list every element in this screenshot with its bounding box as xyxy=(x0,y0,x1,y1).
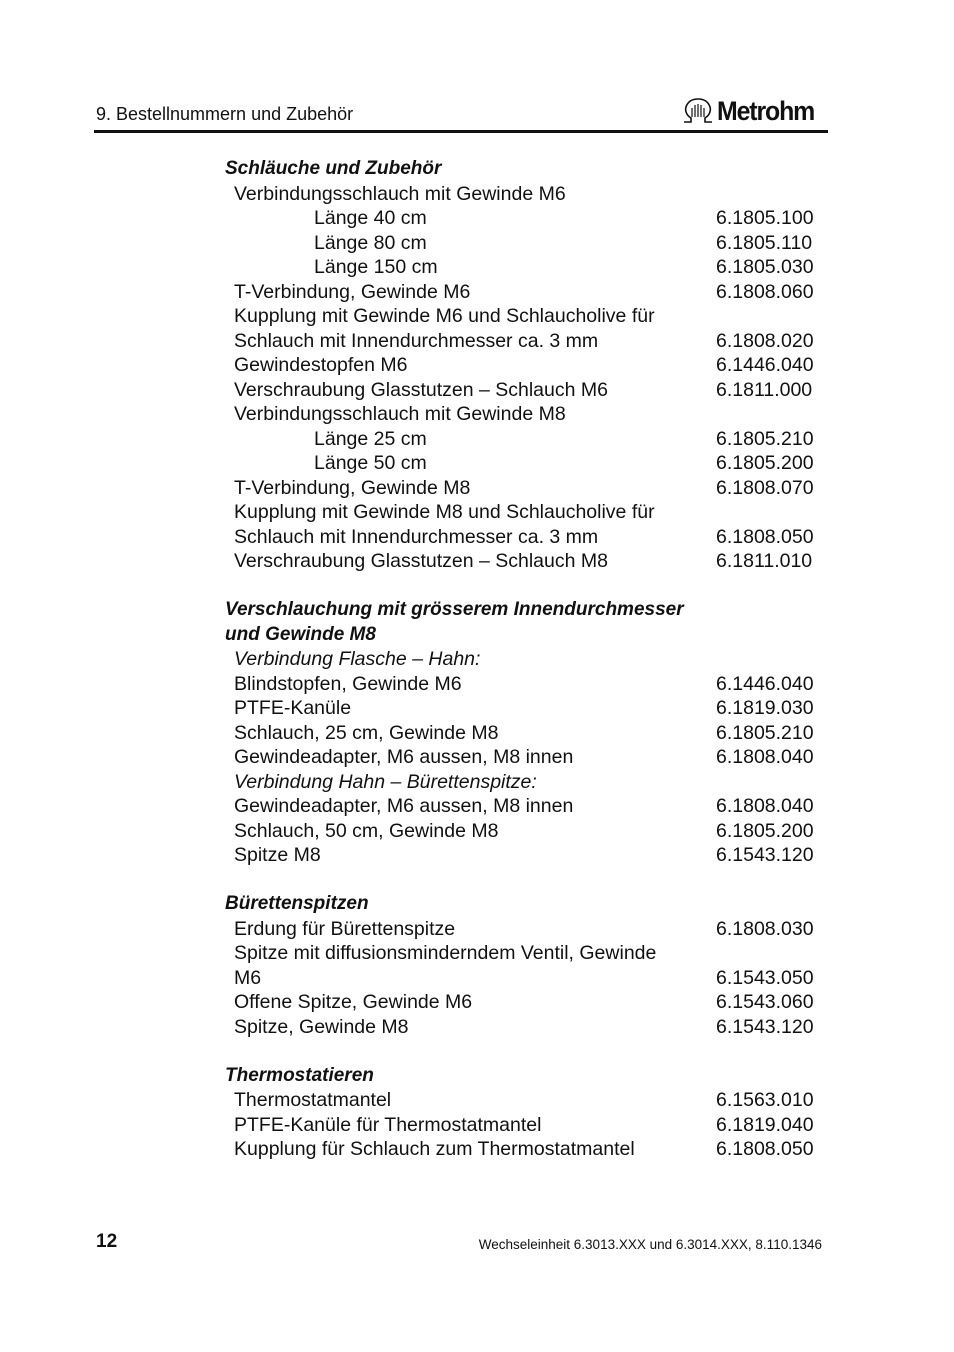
list-item xyxy=(225,1113,825,1138)
order-number: 6.1446.040 xyxy=(716,354,814,376)
list-item xyxy=(225,672,825,697)
item-label: Schlauch, 50 cm, Gewinde M8 xyxy=(234,819,499,842)
order-number: 6.1543.050 xyxy=(716,966,814,989)
item-label: Spitze, Gewinde M8 xyxy=(234,1015,409,1038)
list-item xyxy=(225,941,825,966)
item-label: Spitze M8 xyxy=(234,844,321,866)
page-number: 12 xyxy=(96,1231,118,1252)
item-label: Schlauch mit Innendurchmesser ca. 3 mm xyxy=(234,329,599,352)
order-number: 6.1805.030 xyxy=(716,256,814,278)
metrohm-logo xyxy=(681,94,823,128)
list-item xyxy=(225,231,825,256)
item-label: Verbindung Hahn – Bürettenspitze: xyxy=(234,770,537,793)
item-label: Schlauch mit Innendurchmesser ca. 3 mm xyxy=(234,525,599,548)
item-label: Kupplung mit Gewinde M8 und Schlaucholive für xyxy=(234,501,655,523)
list-item xyxy=(225,525,825,550)
list-item xyxy=(225,304,825,329)
list-item xyxy=(225,378,825,403)
section-gap xyxy=(225,574,825,599)
list-item xyxy=(225,206,825,231)
list-item xyxy=(225,696,825,721)
item-label: Blindstopfen, Gewinde M6 xyxy=(234,672,462,695)
list-item xyxy=(225,476,825,501)
item-label: Schlauch, 25 cm, Gewinde M8 xyxy=(234,721,499,744)
list-item xyxy=(225,1137,825,1162)
list-item xyxy=(225,427,825,452)
order-number xyxy=(716,647,825,672)
list-item xyxy=(225,966,825,991)
header-rule xyxy=(94,130,828,133)
order-number: 6.1808.040 xyxy=(716,795,814,817)
list-item xyxy=(225,255,825,280)
order-number xyxy=(716,770,825,795)
order-number xyxy=(716,500,825,525)
list-item xyxy=(225,1088,825,1113)
order-number: 6.1543.060 xyxy=(716,991,814,1013)
omega-logo-icon xyxy=(681,97,715,125)
item-label: Verschraubung Glasstutzen – Schlauch M6 xyxy=(234,378,608,401)
order-number xyxy=(716,402,825,427)
order-number xyxy=(716,182,825,207)
order-number: 6.1808.020 xyxy=(716,329,814,352)
order-number xyxy=(716,304,825,329)
list-item xyxy=(225,819,825,844)
item-label: Verbindung Flasche – Hahn: xyxy=(234,648,481,670)
item-label: Gewindestopfen M6 xyxy=(234,354,408,376)
item-label: Länge 25 cm xyxy=(314,427,427,450)
item-label: PTFE-Kanüle xyxy=(234,697,352,719)
item-label: Spitze mit diffusionsminderndem Ventil, Gewinde xyxy=(234,942,657,964)
section-gap xyxy=(225,1039,825,1064)
list-item xyxy=(225,549,825,574)
item-label: Gewindeadapter, M6 aussen, M8 innen xyxy=(234,746,574,768)
list-item xyxy=(225,1015,825,1040)
item-label: Kupplung mit Gewinde M6 und Schlaucholive für xyxy=(234,305,655,327)
section-title: und Gewinde M8 xyxy=(225,623,376,645)
order-number: 6.1808.040 xyxy=(716,746,814,768)
order-number: 6.1819.040 xyxy=(716,1113,814,1136)
item-label: Länge 150 cm xyxy=(314,256,438,278)
section-title: Bürettenspitzen xyxy=(225,893,369,914)
order-number: 6.1819.030 xyxy=(716,697,814,719)
item-label: PTFE-Kanüle für Thermostatmantel xyxy=(234,1113,542,1136)
list-item xyxy=(225,451,825,476)
list-item xyxy=(225,500,825,525)
order-number: 6.1543.120 xyxy=(716,1015,814,1038)
item-label: Länge 50 cm xyxy=(314,452,427,474)
order-number: 6.1446.040 xyxy=(716,672,814,695)
list-item xyxy=(225,329,825,354)
order-number: 6.1805.210 xyxy=(716,721,814,744)
order-number: 6.1805.200 xyxy=(716,819,814,842)
list-item xyxy=(225,843,825,868)
list-item xyxy=(225,917,825,942)
item-label: T-Verbindung, Gewinde M6 xyxy=(234,280,471,303)
item-label: Länge 40 cm xyxy=(314,207,427,229)
order-number: 6.1808.030 xyxy=(716,917,814,940)
item-label: Verbindungsschlauch mit Gewinde M8 xyxy=(234,403,566,425)
item-label: Länge 80 cm xyxy=(314,231,427,254)
list-item xyxy=(225,402,825,427)
section-title: Verschlauchung mit grösserem Innendurchmesser xyxy=(225,599,684,620)
order-number: 6.1808.060 xyxy=(716,280,814,303)
item-label: Kupplung für Schlauch zum Thermostatmantel xyxy=(234,1138,635,1160)
section-title: Thermostatieren xyxy=(225,1064,374,1086)
list-item xyxy=(225,182,825,207)
section-gap xyxy=(225,868,825,893)
item-label: Erdung für Bürettenspitze xyxy=(234,917,456,940)
list-item xyxy=(225,745,825,770)
list-item xyxy=(225,280,825,305)
order-number: 6.1805.110 xyxy=(716,231,813,254)
item-label: Verbindungsschlauch mit Gewinde M6 xyxy=(234,182,566,205)
order-number: 6.1811.000 xyxy=(716,378,813,401)
footer-text: Wechseleinheit 6.3013.XXX und 6.3014.XXX, 8.110.1346 xyxy=(478,1237,822,1252)
logo-text: Metrohm xyxy=(717,95,815,126)
parts-list xyxy=(225,157,825,1162)
list-item xyxy=(225,647,825,672)
order-number: 6.1808.050 xyxy=(716,525,814,548)
order-number: 6.1543.120 xyxy=(716,844,814,866)
list-item xyxy=(225,353,825,378)
item-label: Verschraubung Glasstutzen – Schlauch M8 xyxy=(234,550,608,572)
item-label: Gewindeadapter, M6 aussen, M8 innen xyxy=(234,795,574,817)
header-title: 9. Bestellnummern und Zubehör xyxy=(96,104,354,124)
order-number: 6.1805.210 xyxy=(716,427,814,450)
order-number: 6.1808.070 xyxy=(716,476,814,499)
list-item xyxy=(225,990,825,1015)
list-item xyxy=(225,794,825,819)
list-item xyxy=(225,770,825,795)
item-label: Offene Spitze, Gewinde M6 xyxy=(234,991,473,1013)
order-number: 6.1805.200 xyxy=(716,452,814,474)
order-number: 6.1805.100 xyxy=(716,207,814,229)
order-number: 6.1808.050 xyxy=(716,1138,814,1160)
section-title: Schläuche und Zubehör xyxy=(225,158,442,179)
item-label: Thermostatmantel xyxy=(234,1089,392,1111)
order-number: 6.1811.010 xyxy=(716,550,813,572)
item-label: M6 xyxy=(234,966,262,989)
list-item xyxy=(225,721,825,746)
order-number: 6.1563.010 xyxy=(716,1089,814,1111)
item-label: T-Verbindung, Gewinde M8 xyxy=(234,476,471,499)
order-number xyxy=(716,941,825,966)
